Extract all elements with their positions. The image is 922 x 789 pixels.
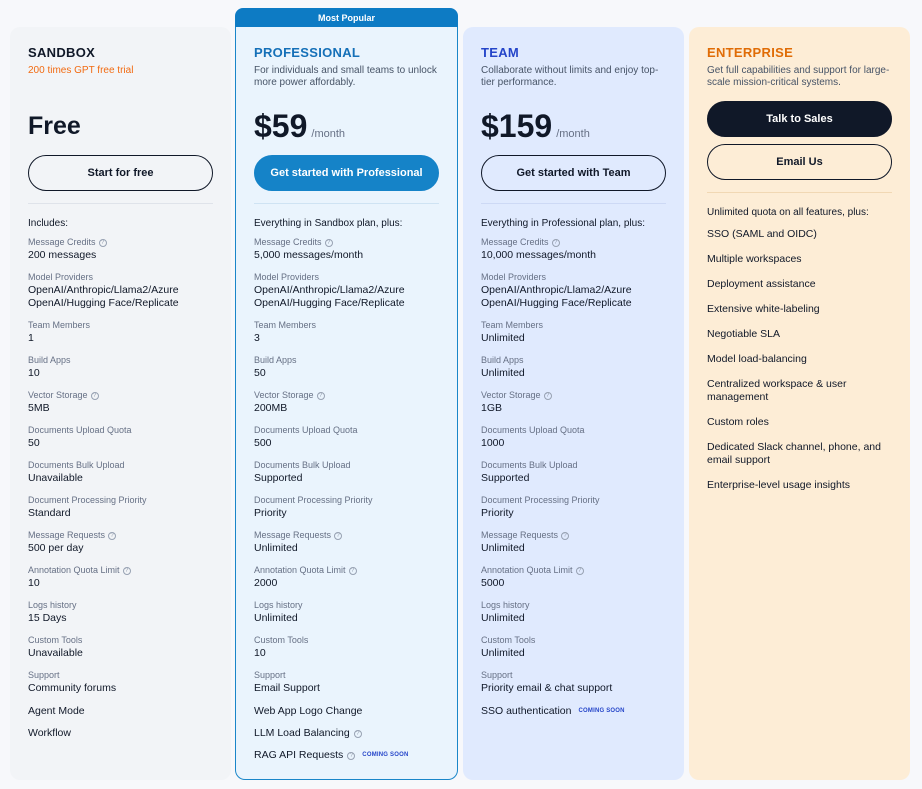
feature-item [254,355,439,380]
enterprise-feature-item: SSO (SAML and OIDC) [707,228,817,240]
feature-label [481,530,666,541]
feature-item [28,495,213,520]
feature-item [254,565,439,590]
feature-label-text: Logs history [28,600,77,610]
feature-item [481,425,666,450]
feature-item [481,565,666,590]
help-icon[interactable]: ? [552,239,560,247]
feature-label-text: Support [28,670,60,680]
enterprise-feature-item: Deployment assistance [707,278,816,290]
includes-heading: Includes: [28,218,69,229]
feature-label [28,565,213,576]
feature-item [28,390,213,415]
feature-label-text: Custom Tools [28,635,83,645]
feature-item [28,320,213,345]
feature-label-text: Annotation Quota Limit [254,565,346,575]
feature-value: 200MB [254,402,288,414]
plan-card-professional [235,27,458,780]
feature-value: 200 messages [28,249,97,261]
feature-label [254,530,439,541]
plan-name: TEAM [481,45,520,60]
feature-value: 1GB [481,402,503,414]
feature-label-text: Vector Storage [254,390,314,400]
feature-label-text: Team Members [28,320,91,330]
feature-label-text: Build Apps [254,355,297,365]
feature-label-text: Team Members [481,320,544,330]
enterprise-feature-item: Extensive white-labeling [707,303,820,315]
feature-value: Unlimited [254,542,298,554]
feature-value: OpenAI/Anthropic/Llama2/Azure OpenAI/Hugging Face/Replicate [28,284,179,309]
feature-label [28,390,213,401]
feature-label-text: Model Providers [28,272,94,282]
enterprise-feature-item: Enterprise-level usage insights [707,479,850,491]
feature-item [481,530,666,555]
feature-item [254,272,439,310]
feature-item [28,460,213,485]
extra-feature [254,727,439,740]
help-icon[interactable]: ? [325,239,333,247]
talk-to-sales-button[interactable]: Talk to Sales [707,101,892,137]
feature-item [28,237,213,262]
feature-label-text: Vector Storage [481,390,541,400]
coming-soon-badge: COMING SOON [578,708,625,714]
email-us-button[interactable]: Email Us [707,144,892,180]
extra-feature [28,705,213,718]
divider [28,203,213,204]
feature-label [28,670,213,681]
plan-card-enterprise [689,27,910,780]
feature-label-text: Custom Tools [481,635,536,645]
feature-value: 1000 [481,437,505,449]
feature-label [254,460,439,471]
plan-name: PROFESSIONAL [254,45,361,60]
plan-price: Free [28,112,81,140]
feature-value: OpenAI/Anthropic/Llama2/Azure OpenAI/Hugging Face/Replicate [254,284,405,309]
includes-heading: Everything in Professional plan, plus: [481,218,645,229]
feature-item [481,495,666,520]
feature-label [28,320,213,331]
feature-item [28,355,213,380]
feature-label-text: Documents Bulk Upload [254,460,351,470]
divider [707,192,892,193]
feature-item [481,320,666,345]
feature-item [481,355,666,380]
enterprise-feature-item: Model load-balancing [707,353,807,365]
help-icon[interactable]: ? [123,567,131,575]
feature-label [28,530,213,541]
feature-label [254,425,439,436]
price-period: /month [556,128,590,140]
feature-item [28,272,213,310]
feature-label [254,272,439,283]
price-row [481,99,666,143]
feature-value: 50 [28,437,40,449]
feature-item [254,390,439,415]
feature-value: 5MB [28,402,50,414]
feature-label [254,600,439,611]
feature-label-text: Annotation Quota Limit [28,565,120,575]
help-icon[interactable]: ? [91,392,99,400]
feature-value: Supported [481,472,530,484]
feature-value: Community forums [28,682,117,694]
feature-label [481,600,666,611]
feature-value: Unavailable [28,472,83,484]
feature-value: Priority email & chat support [481,682,613,694]
enterprise-feature-item: Negotiable SLA [707,328,780,340]
extra-feature-text: Agent Mode [28,705,85,717]
enterprise-feature-item: Multiple workspaces [707,253,802,265]
feature-label-text: Vector Storage [28,390,88,400]
feature-item [28,635,213,660]
feature-item [254,600,439,625]
feature-value: 2000 [254,577,278,589]
feature-item [28,600,213,625]
feature-label [481,355,666,366]
feature-label [481,565,666,576]
feature-label-text: Team Members [254,320,317,330]
plan-description: For individuals and small teams to unlock more power affordably. [254,65,437,88]
feature-item [254,530,439,555]
feature-label [481,670,666,681]
plan-description: 200 times GPT free trial [28,65,134,76]
price-row [28,99,213,143]
enterprise-feature-item: Centralized workspace & user management [707,378,847,403]
feature-label-text: Message Requests [254,530,332,540]
extra-feature-text: SSO authentication [481,705,572,717]
extra-feature-text: Workflow [28,727,71,739]
extra-feature-text: Web App Logo Change [254,705,363,717]
includes-heading: Everything in Sandbox plan, plus: [254,218,403,229]
feature-value: Unlimited [254,612,298,624]
help-icon[interactable]: ? [349,567,357,575]
enterprise-feature-item: Dedicated Slack channel, phone, and email support [707,441,881,466]
coming-soon-badge: COMING SOON [362,752,409,758]
plan-name: SANDBOX [28,45,96,60]
feature-label [254,565,439,576]
help-icon[interactable]: ? [99,239,107,247]
feature-value: 10 [28,577,40,589]
plan-price: $59 [254,108,308,144]
most-popular-badge: Most Popular [235,8,458,29]
feature-value: 1 [28,332,34,344]
plan-card-team [463,27,684,780]
feature-value: 10 [254,647,266,659]
feature-label [28,460,213,471]
help-icon[interactable]: ? [334,532,342,540]
feature-label [28,600,213,611]
price-row [254,99,439,143]
help-icon[interactable]: ? [347,752,355,760]
extra-feature [254,705,439,718]
plan-card-sandbox [10,27,231,780]
feature-label-text: Documents Upload Quota [28,425,132,435]
help-icon[interactable]: ? [354,730,362,738]
feature-label [254,390,439,401]
feature-item [254,425,439,450]
feature-label [481,237,666,248]
enterprise-feature-item: Custom roles [707,416,769,428]
feature-value: Priority [254,507,287,519]
feature-value: Unlimited [481,647,525,659]
feature-label-text: Message Requests [481,530,559,540]
feature-label-text: Model Providers [481,272,547,282]
feature-label-text: Logs history [254,600,303,610]
feature-item [481,390,666,415]
feature-item [254,670,439,695]
feature-label-text: Support [481,670,513,680]
feature-item [481,670,666,695]
feature-label-text: Documents Bulk Upload [28,460,125,470]
feature-label-text: Documents Upload Quota [481,425,585,435]
feature-label [254,495,439,506]
plan-price: $159 [481,108,553,144]
help-icon[interactable]: ? [317,392,325,400]
get-started-team-button[interactable]: Get started with Team [481,155,666,191]
feature-value: 50 [254,367,266,379]
feature-value: 10 [28,367,40,379]
feature-label [254,670,439,681]
feature-value: Standard [28,507,71,519]
feature-value: Supported [254,472,303,484]
enterprise-feature-list [707,228,892,492]
extra-feature [28,727,213,740]
feature-label [28,272,213,283]
feature-item [254,320,439,345]
start-for-free-button[interactable]: Start for free [28,155,213,191]
help-icon[interactable]: ? [576,567,584,575]
feature-label [28,495,213,506]
feature-item [254,460,439,485]
feature-value: 5000 [481,577,505,589]
extra-feature-text: RAG API Requests [254,749,344,761]
feature-label-text: Document Processing Priority [254,495,373,505]
plan-description: Get full capabilities and support for large-scale mission-critical systems. [707,65,890,88]
feature-item [28,670,213,695]
feature-value: 5,000 messages/month [254,249,364,261]
extra-features [28,705,213,740]
feature-list [481,237,666,695]
feature-value: Priority [481,507,514,519]
extra-features [254,705,439,762]
includes-heading: Unlimited quota on all features, plus: [707,207,869,218]
feature-label-text: Custom Tools [254,635,309,645]
feature-value: 500 per day [28,542,84,554]
feature-item [254,635,439,660]
feature-item [481,600,666,625]
feature-value: 15 Days [28,612,67,624]
help-icon[interactable]: ? [544,392,552,400]
price-period: /month [311,128,346,140]
feature-item [254,237,439,262]
feature-label-text: Logs history [481,600,530,610]
feature-label [481,635,666,646]
feature-item [28,565,213,590]
feature-item [481,460,666,485]
feature-label [481,460,666,471]
feature-label-text: Message Requests [28,530,106,540]
feature-label-text: Support [254,670,286,680]
feature-label [28,425,213,436]
feature-value: Email Support [254,682,320,694]
feature-label [254,635,439,646]
divider [254,203,439,204]
feature-list [254,237,439,695]
feature-list [28,237,213,695]
feature-label-text: Model Providers [254,272,320,282]
feature-label [481,390,666,401]
plan-name: ENTERPRISE [707,45,794,60]
feature-value: 3 [254,332,260,344]
feature-label-text: Documents Upload Quota [254,425,358,435]
feature-item [254,495,439,520]
extra-features [481,705,666,718]
feature-value: Unlimited [481,612,525,624]
feature-item [28,425,213,450]
feature-label-text: Document Processing Priority [28,495,147,505]
help-icon[interactable]: ? [561,532,569,540]
feature-value: Unlimited [481,367,525,379]
feature-label [254,320,439,331]
feature-label [28,635,213,646]
feature-item [481,237,666,262]
feature-item [481,272,666,310]
feature-label-text: Message Credits [481,237,549,247]
feature-label-text: Build Apps [28,355,71,365]
feature-value: Unlimited [481,332,525,344]
feature-label-text: Build Apps [481,355,524,365]
feature-label [481,272,666,283]
feature-label-text: Annotation Quota Limit [481,565,573,575]
feature-label-text: Documents Bulk Upload [481,460,578,470]
feature-label [28,355,213,366]
feature-label-text: Message Credits [28,237,96,247]
plan-description: Collaborate without limits and enjoy top-tier performance. [481,65,659,88]
feature-value: Unavailable [28,647,83,659]
feature-label [481,495,666,506]
extra-feature [481,705,666,718]
feature-label [28,237,213,248]
feature-value: Unlimited [481,542,525,554]
extra-feature-text: LLM Load Balancing [254,727,350,739]
feature-value: OpenAI/Anthropic/Llama2/Azure OpenAI/Hugging Face/Replicate [481,284,632,309]
feature-label-text: Message Credits [254,237,322,247]
feature-item [28,530,213,555]
feature-label [481,425,666,436]
extra-feature [254,749,439,762]
feature-label-text: Document Processing Priority [481,495,600,505]
feature-label [254,237,439,248]
feature-value: 10,000 messages/month [481,249,596,261]
feature-value: 500 [254,437,272,449]
feature-label [254,355,439,366]
feature-label [481,320,666,331]
get-started-professional-button[interactable]: Get started with Professional [254,155,439,191]
help-icon[interactable]: ? [108,532,116,540]
divider [481,203,666,204]
feature-item [481,635,666,660]
